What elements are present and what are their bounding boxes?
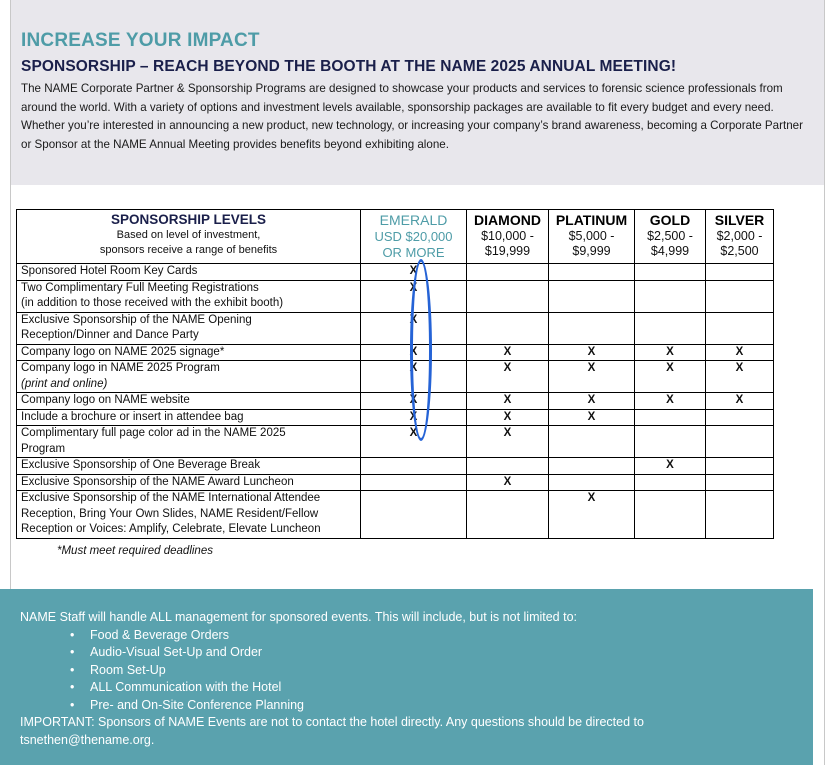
mark-cell: X (706, 361, 774, 393)
benefit-cell (17, 458, 361, 475)
mark-cell (549, 474, 635, 491)
mark-cell: X (549, 344, 635, 361)
list-item: • Pre- and On-Site Conference Planning (70, 697, 813, 715)
mark-cell (361, 491, 467, 539)
benefit-label: Reception or Voices: Amplify, Celebrate, Elevate Luncheon (21, 523, 321, 535)
benefit-label: Exclusive Sponsorship of the NAME International Attendee (21, 492, 321, 504)
benefit-label: Complimentary full page color ad in the NAME 2025 (21, 427, 286, 439)
mark-cell: X (635, 361, 706, 393)
level-name: EMERALD (379, 212, 448, 228)
mark-cell (549, 280, 635, 312)
page-subheading: SPONSORSHIP – REACH BEYOND THE BOOTH AT THE NAME 2025 ANNUAL MEETING! (21, 58, 677, 75)
mark-cell (706, 312, 774, 344)
sponsorship-levels-table (16, 209, 774, 539)
mark-cell (361, 474, 467, 491)
benefit-label: Company logo in NAME 2025 Program (21, 362, 220, 374)
mark-cell (549, 312, 635, 344)
mark-cell: X (635, 344, 706, 361)
mark-cell: X (361, 312, 467, 344)
level-header-silver (706, 210, 774, 264)
benefit-cell (17, 280, 361, 312)
benefit-label: Company logo on NAME website (21, 394, 190, 406)
level-range: $2,500 - (647, 229, 693, 243)
list-item: • Room Set-Up (70, 662, 813, 680)
mark-cell: X (467, 344, 549, 361)
table-row (17, 264, 774, 281)
mark-cell (549, 264, 635, 281)
level-range: $9,999 (572, 244, 611, 258)
table-row (17, 393, 774, 410)
level-header-emerald (361, 210, 467, 264)
level-header-gold (635, 210, 706, 264)
mark-cell (549, 458, 635, 475)
mark-cell: X (549, 491, 635, 539)
mark-cell (467, 280, 549, 312)
level-range: $4,999 (650, 244, 690, 258)
mark-cell (635, 491, 706, 539)
staff-services-list (20, 627, 813, 715)
mark-cell (635, 409, 706, 426)
mark-cell (706, 409, 774, 426)
mark-cell (361, 458, 467, 475)
level-range: $10,000 - (481, 229, 534, 243)
mark-cell (635, 426, 706, 458)
list-item: • Audio-Visual Set-Up and Order (70, 644, 813, 662)
mark-cell: X (549, 361, 635, 393)
list-item: • Food & Beverage Orders (70, 627, 813, 645)
table-header-row (17, 210, 774, 264)
level-range: USD $20,000 (374, 229, 453, 244)
levels-header-subtitle: sponsors receive a range of benefits (99, 243, 278, 256)
footnote: *Must meet required deadlines (57, 545, 213, 557)
level-range: $5,000 - (568, 229, 615, 243)
mark-cell (467, 312, 549, 344)
mark-cell: X (361, 344, 467, 361)
benefit-cell (17, 312, 361, 344)
intro-paragraph: The NAME Corporate Partner & Sponsorship Programs are designed to showcase your products and services to forensic science professionals from around the world. With a variety of options and investment levels available, sponsorship packages are available to fit every budget and every need. Whether you’re interested in announcing a new product, new technology, or increasing your company’s brand awareness, becoming a Corporate Partner or Sponsor at the NAME Annual Meeting provides benefits beyond exhibiting alone. (21, 82, 803, 151)
level-range: $2,000 - (716, 229, 763, 243)
mark-cell: X (361, 393, 467, 410)
mark-cell: X (467, 393, 549, 410)
levels-header-title: SPONSORSHIP LEVELS (110, 212, 267, 227)
benefit-label: Exclusive Sponsorship of the NAME Opening (21, 313, 252, 326)
list-item: • ALL Communication with the Hotel (70, 679, 813, 697)
table-row (17, 361, 774, 393)
mark-cell: X (361, 426, 467, 458)
important-note: IMPORTANT: Sponsors of NAME Events are not to contact the hotel directly. Any questions should be directed to (20, 715, 644, 729)
intro-section (11, 0, 824, 185)
benefit-cell (17, 409, 361, 426)
benefit-cell (17, 264, 361, 281)
mark-cell (635, 264, 706, 281)
mark-cell (706, 474, 774, 491)
benefit-cell (17, 393, 361, 410)
mark-cell: X (361, 361, 467, 393)
mark-cell: X (361, 409, 467, 426)
level-range: $2,500 (720, 244, 759, 258)
mark-cell: X (635, 458, 706, 475)
mark-cell (635, 280, 706, 312)
benefit-cell (17, 361, 361, 393)
mark-cell: X (549, 409, 635, 426)
mark-cell: X (467, 426, 549, 458)
mark-cell: X (706, 393, 774, 410)
mark-cell: X (467, 361, 549, 393)
benefit-label: Sponsored Hotel Room Key Cards (21, 265, 198, 277)
table-row (17, 280, 774, 312)
levels-header-subtitle: Based on level of investment, (116, 228, 261, 241)
mark-cell (706, 426, 774, 458)
mark-cell: X (635, 393, 706, 410)
levels-header-cell (17, 210, 361, 264)
mark-cell (467, 264, 549, 281)
mark-cell (467, 491, 549, 539)
mark-cell (706, 264, 774, 281)
level-name: SILVER (714, 212, 765, 228)
mark-cell (706, 491, 774, 539)
page-heading: INCREASE YOUR IMPACT (21, 30, 260, 51)
level-name: GOLD (649, 212, 691, 228)
level-header-platinum (549, 210, 635, 264)
benefit-cell (17, 344, 361, 361)
benefit-cell (17, 491, 361, 539)
level-range: $19,999 (484, 244, 531, 258)
mark-cell (549, 426, 635, 458)
mark-cell (467, 458, 549, 475)
benefit-label: (in addition to those received with the exhibit booth) (21, 297, 284, 309)
staff-management-section (0, 589, 813, 765)
benefit-label: Include a brochure or insert in attendee bag (21, 410, 244, 423)
level-name: PLATINUM (555, 212, 628, 228)
mark-cell: X (361, 264, 467, 281)
benefit-label: Reception/Dinner and Dance Party (21, 329, 199, 341)
table-row (17, 426, 774, 458)
benefit-cell (17, 426, 361, 458)
mark-cell (706, 458, 774, 475)
mark-cell: X (549, 393, 635, 410)
mark-cell (706, 280, 774, 312)
table-row (17, 344, 774, 361)
benefit-label: Company logo on NAME 2025 signage* (21, 345, 225, 358)
staff-intro: NAME Staff will handle ALL management for sponsored events. This will include, but is not limited to: (20, 610, 578, 624)
benefit-label: (print and online) (21, 377, 108, 390)
table-row (17, 474, 774, 491)
mark-cell: X (361, 280, 467, 312)
benefit-cell (17, 474, 361, 491)
mark-cell: X (467, 474, 549, 491)
benefit-label: Exclusive Sponsorship of One Beverage Break (21, 459, 261, 471)
level-name: DIAMOND (474, 212, 541, 228)
benefit-label: Exclusive Sponsorship of the NAME Award Luncheon (21, 475, 294, 488)
benefit-label: Reception, Bring Your Own Slides, NAME Resident/Fellow (21, 507, 319, 520)
mark-cell (635, 312, 706, 344)
table-row (17, 409, 774, 426)
contact-email[interactable]: tsnethen@thename.org. (20, 732, 155, 747)
table-row (17, 458, 774, 475)
mark-cell: X (467, 409, 549, 426)
benefit-label: Program (21, 442, 66, 455)
table-row (17, 491, 774, 539)
table-row (17, 312, 774, 344)
level-range: OR MORE (382, 245, 445, 260)
mark-cell: X (706, 344, 774, 361)
benefit-label: Two Complimentary Full Meeting Registrations (21, 281, 259, 294)
mark-cell (635, 474, 706, 491)
level-header-diamond (467, 210, 549, 264)
